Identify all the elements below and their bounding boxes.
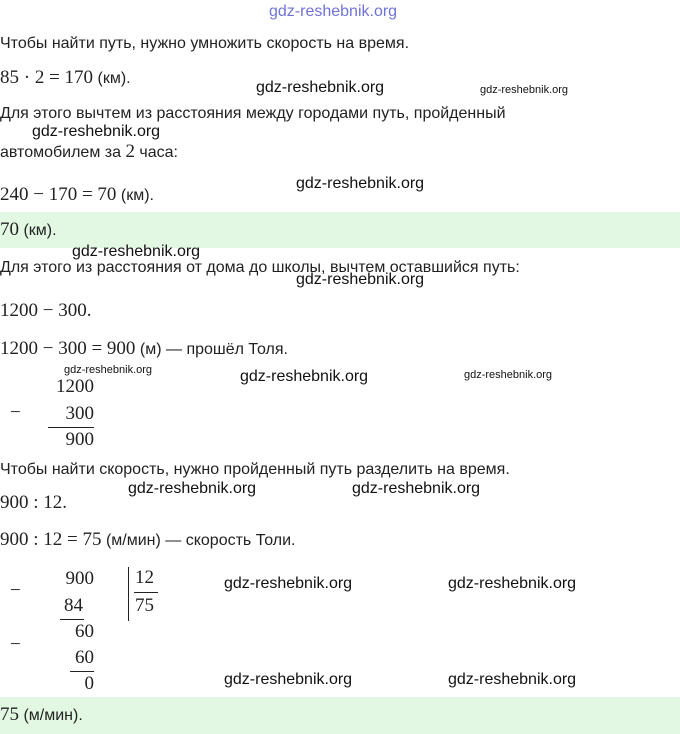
watermark: gdz-reshebnik.org bbox=[224, 575, 353, 592]
watermark: gdz-reshebnik.org bbox=[296, 271, 425, 288]
watermark: gdz-reshebnik.org bbox=[32, 123, 161, 140]
equation-900-12-expr: 900 : 12 = 75 bbox=[0, 529, 102, 550]
text-line-car-2-hours bbox=[0, 141, 178, 163]
watermark: gdz-reshebnik.org bbox=[224, 671, 353, 688]
text-car-part-a: автомобилем за bbox=[0, 144, 122, 161]
answer-1-number: 70 bbox=[0, 219, 19, 240]
watermark: gdz-reshebnik.org bbox=[296, 175, 425, 192]
equation-900-12 bbox=[0, 529, 296, 551]
column-subtraction-result: 900 bbox=[65, 429, 94, 450]
answer-2-unit: (м/мин). bbox=[23, 707, 83, 724]
equation-85x2 bbox=[0, 67, 131, 89]
equation-240-170-unit: (км). bbox=[120, 187, 154, 204]
watermark: gdz-reshebnik.org bbox=[128, 480, 257, 497]
long-division-line-2 bbox=[70, 671, 94, 672]
equation-1200-300-unit: (м) — прошёл Толя. bbox=[139, 341, 288, 358]
watermark-small: gdz-reshebnik.org bbox=[64, 364, 153, 376]
long-division-quotient: 75 bbox=[135, 595, 154, 616]
watermark: gdz-reshebnik.org bbox=[448, 575, 577, 592]
text-line-distance-rule: Чтобы найти путь, нужно умножить скорость на время. bbox=[0, 35, 410, 52]
column-subtraction-minuend: 1200 bbox=[56, 376, 94, 397]
expression-900-12: 900 : 12. bbox=[0, 492, 68, 513]
long-division-line-1 bbox=[60, 619, 84, 620]
column-subtraction-sign: − bbox=[10, 402, 21, 423]
column-subtraction-subtrahend: 300 bbox=[65, 403, 94, 424]
text-car-hours-number: 2 bbox=[125, 141, 135, 162]
watermark: gdz-reshebnik.org bbox=[240, 368, 369, 385]
equation-85x2-expr: 85 · 2 = 170 bbox=[0, 67, 94, 88]
text-line-speed-rule: Чтобы найти скорость, нужно пройденный путь разделить на время. bbox=[0, 461, 510, 478]
answer-2-number: 75 bbox=[0, 704, 19, 725]
column-subtraction-line bbox=[48, 427, 94, 428]
long-division-subtract-2: 60 bbox=[75, 647, 94, 668]
equation-85x2-unit: (км). bbox=[97, 70, 131, 87]
long-division-sign-2: − bbox=[10, 634, 21, 655]
long-division-divisor-line bbox=[134, 592, 158, 593]
answer-1 bbox=[0, 219, 57, 241]
equation-240-170 bbox=[0, 184, 154, 206]
long-division-divisor: 12 bbox=[135, 567, 154, 588]
long-division-remainder-1: 60 bbox=[75, 621, 94, 642]
answer-1-unit: (км). bbox=[23, 222, 57, 239]
watermark-small: gdz-reshebnik.org bbox=[480, 84, 569, 96]
expression-1200-300: 1200 − 300. bbox=[0, 300, 92, 321]
watermark: gdz-reshebnik.org bbox=[72, 243, 201, 260]
equation-1200-300-expr: 1200 − 300 = 900 bbox=[0, 338, 136, 359]
answer-box-2 bbox=[0, 697, 680, 734]
text-car-part-b: часа: bbox=[139, 144, 178, 161]
long-division-vertical-bar bbox=[128, 567, 129, 621]
watermark-small: gdz-reshebnik.org bbox=[464, 369, 553, 381]
long-division-remainder-final: 0 bbox=[84, 673, 94, 694]
text-line-subtract-intro: Для этого вычтем из расстояния между городами путь, пройденный bbox=[0, 105, 506, 122]
long-division-sign-1: − bbox=[10, 580, 21, 601]
watermark: gdz-reshebnik.org bbox=[352, 480, 481, 497]
long-division-subtract-1: 84 bbox=[64, 595, 83, 616]
equation-1200-300 bbox=[0, 338, 288, 360]
long-division-dividend: 900 bbox=[65, 568, 94, 589]
answer-2 bbox=[0, 704, 83, 726]
equation-900-12-unit: (м/мин) — скорость Толи. bbox=[105, 532, 296, 549]
watermark-top: gdz-reshebnik.org bbox=[269, 3, 398, 20]
text-line-home-school: Для этого из расстояния от дома до школы, вычтем оставшийся путь: bbox=[0, 259, 520, 276]
watermark: gdz-reshebnik.org bbox=[256, 79, 385, 96]
watermark: gdz-reshebnik.org bbox=[448, 671, 577, 688]
equation-240-170-expr: 240 − 170 = 70 bbox=[0, 184, 117, 205]
